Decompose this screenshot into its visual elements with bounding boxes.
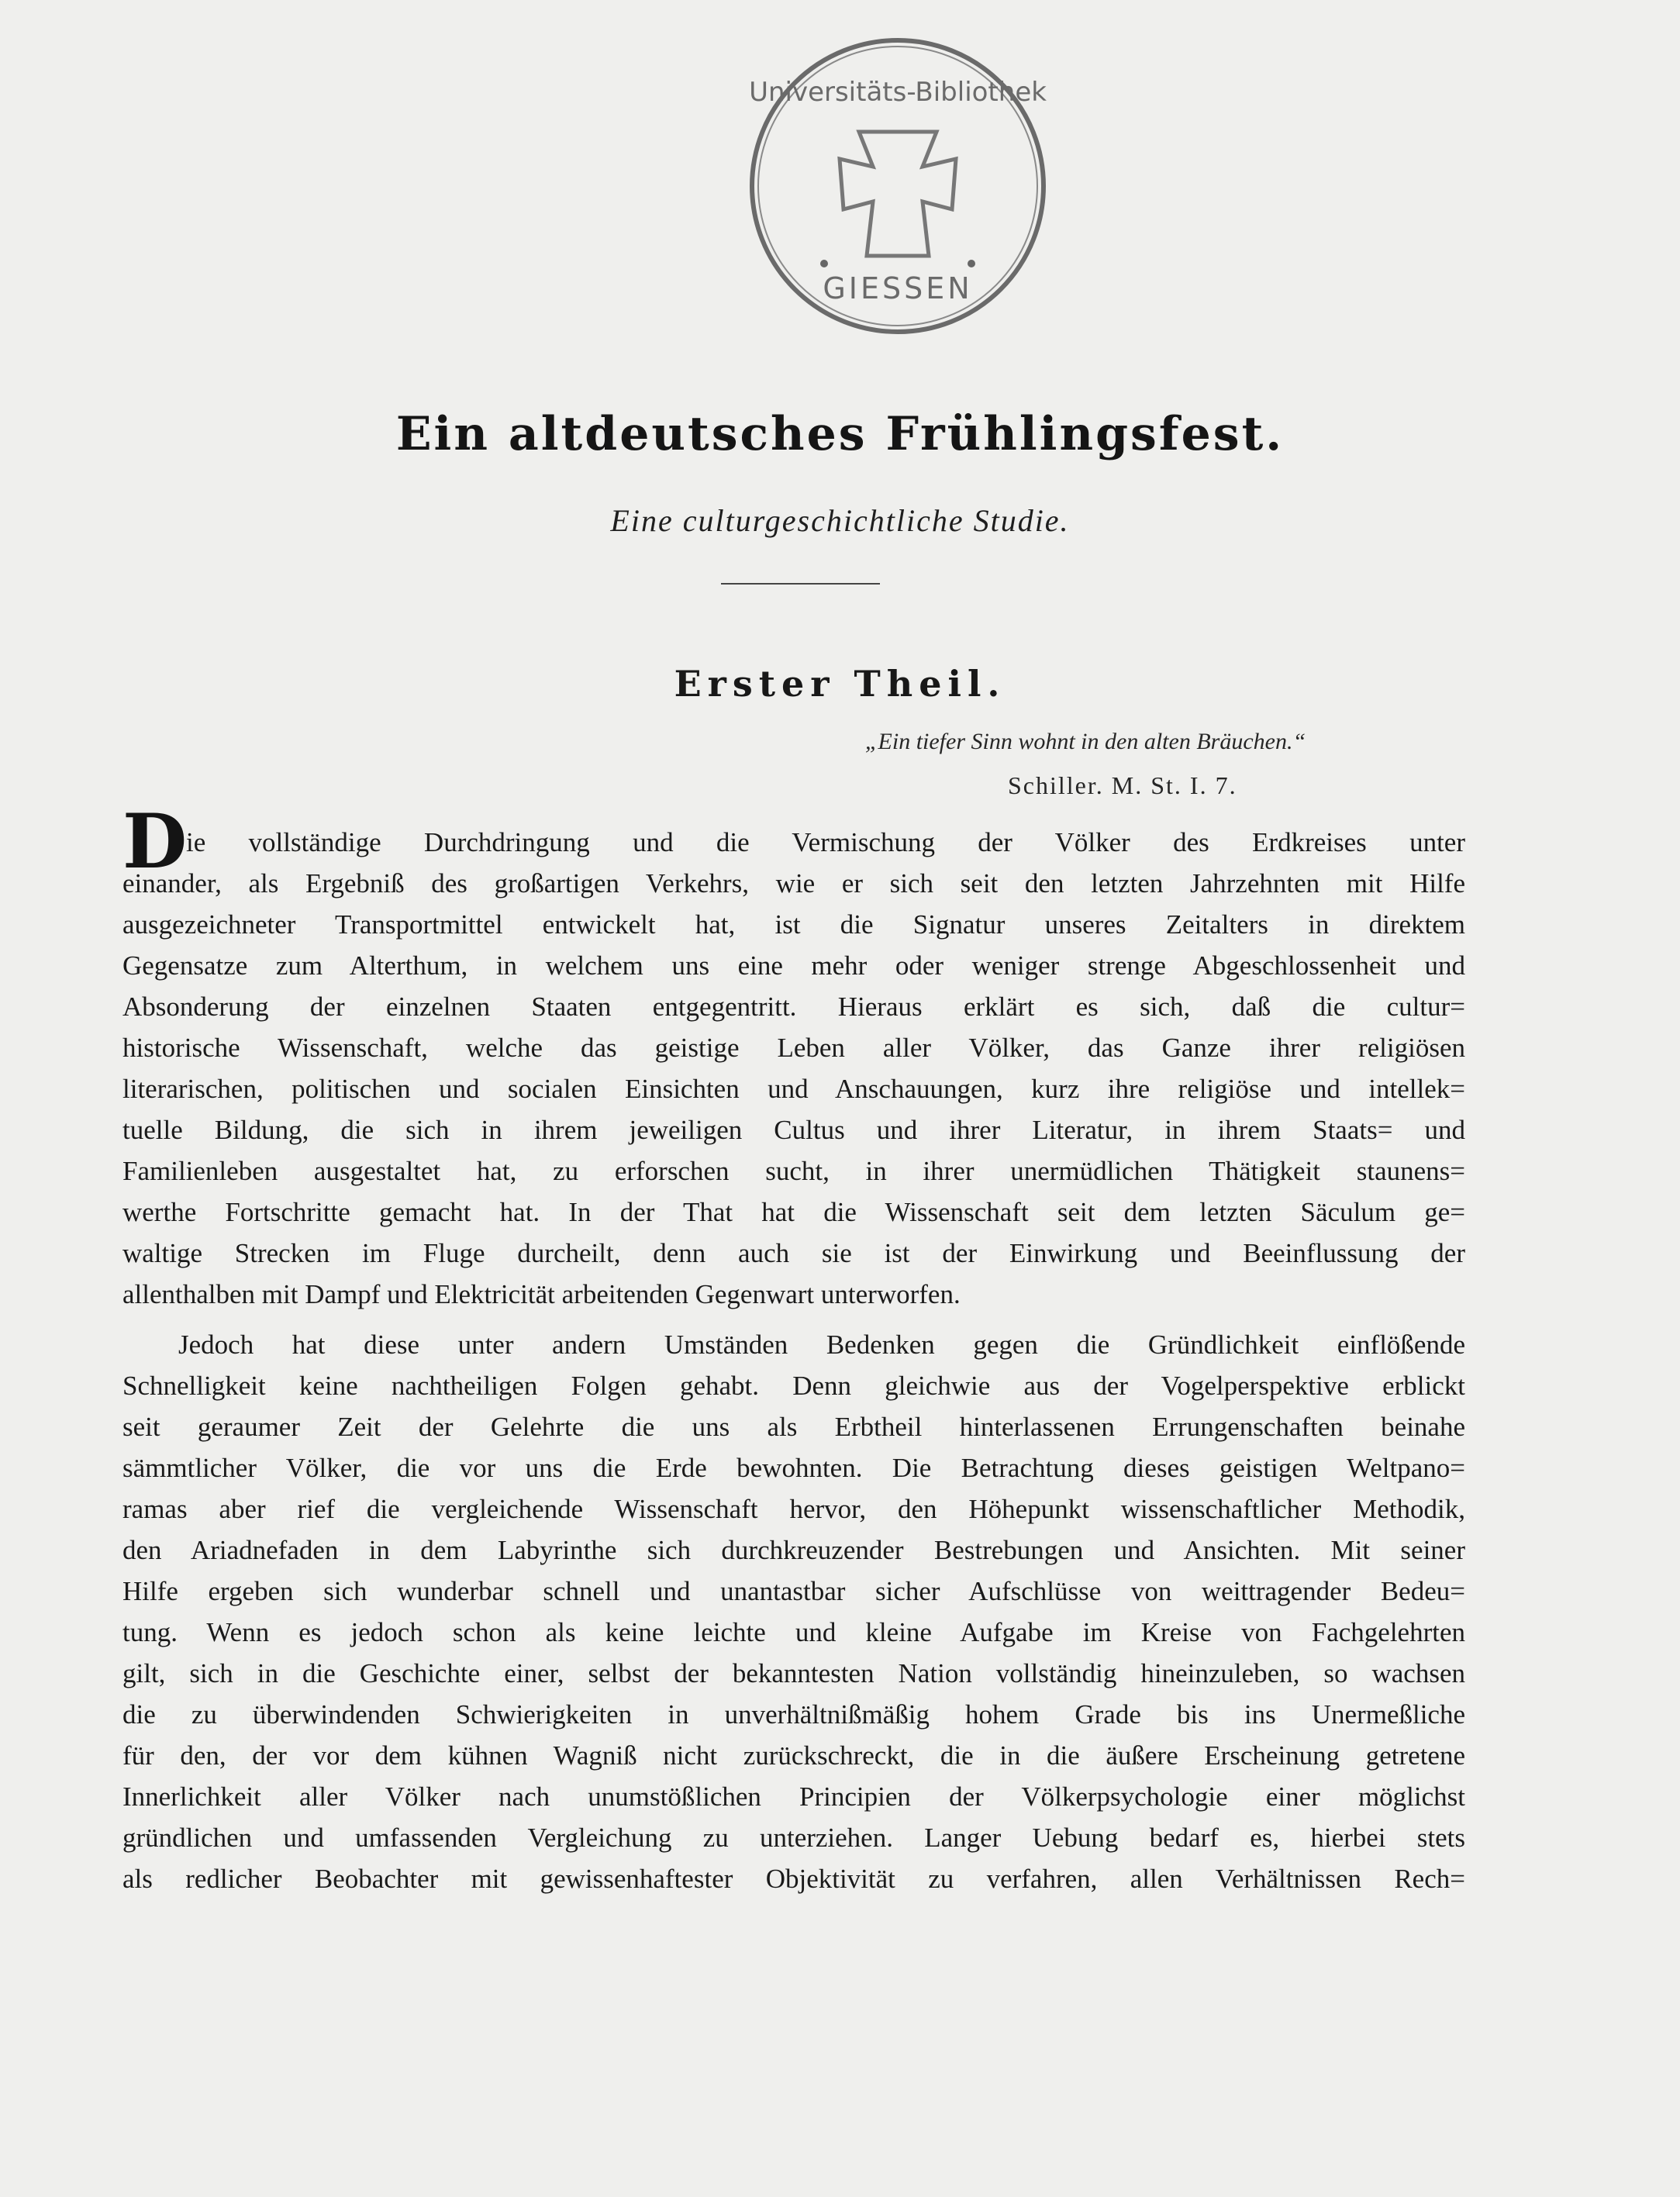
text-line: den Ariadnefaden in dem Labyrinthe sich durchkreuzender Bestrebungen und Ansichten. Mit seiner (122, 1535, 1465, 1565)
page-title: Ein altdeutsches Frühlingsfest. (395, 407, 1285, 461)
text-line: ausgezeichneter Transportmittel entwickelt hat, ist die Signatur unseres Zeitalters in direktem (122, 909, 1465, 940)
svg-text:GIESSEN: GIESSEN (823, 271, 973, 305)
text-line: waltige Strecken im Fluge durcheilt, denn auch sie ist der Einwirkung und Beeinflussung der (122, 1238, 1465, 1268)
text-line: Innerlichkeit aller Völker nach unumstößlichen Principien der Völkerpsychologie einer möglichst (122, 1781, 1465, 1812)
text-line: tuelle Bildung, die sich in ihrem jeweiligen Cultus und ihrer Literatur, in ihrem Staats= und (122, 1115, 1465, 1145)
subtitle: Eine culturgeschichtliche Studie. (610, 503, 1070, 538)
epigraph-attribution: Schiller. M. St. I. 7. (1008, 771, 1237, 799)
text-line: literarischen, politischen und socialen Einsichten und Anschauungen, kurz ihre religiöse und intellek= (122, 1074, 1465, 1104)
text-line: Jedoch hat diese unter andern Umständen Bedenken gegen die Gründlichkeit einflößende (178, 1330, 1465, 1360)
text-line: seit geraumer Zeit der Gelehrte die uns als Erbtheil hinterlassenen Errungenschaften beinahe (122, 1412, 1465, 1442)
stamp-text: Universitäts-Bibliothek (749, 77, 1047, 108)
text-line: für den, der vor dem kühnen Wagniß nicht zurückschreckt, die in die äußere Erscheinung getretene (122, 1740, 1465, 1771)
divider-rule (721, 583, 880, 585)
text-line: einander, als Ergebniß des großartigen Verkehrs, wie er sich seit den letzten Jahrzehnten mit Hilfe (122, 868, 1465, 898)
text-line: als redlicher Beobachter mit gewissenhaftester Objektivität zu verfahren, allen Verhältnissen Rech= (122, 1864, 1465, 1894)
text-line: Schnelligkeit keine nachtheiligen Folgen gehabt. Denn gleichwie aus der Vogelperspektive erblickt (122, 1371, 1465, 1401)
text-line: gründlichen und umfassenden Vergleichung zu unterziehen. Langer Uebung bedarf es, hierbei stets (122, 1823, 1465, 1853)
drop-cap: D (122, 798, 188, 885)
part-heading: Erster Theil. (674, 663, 1006, 705)
text-line: Hilfe ergeben sich wunderbar schnell und unantastbar sicher Aufschlüsse von weittragender Bedeu= (122, 1576, 1465, 1606)
text-line: allenthalben mit Dampf und Elektricität arbeitenden Gegenwart unterworfen. (122, 1279, 961, 1309)
text-line: historische Wissenschaft, welche das geistige Leben aller Völker, das Ganze ihrer religiösen (122, 1033, 1465, 1063)
text-line: werthe Fortschritte gemacht hat. In der That hat die Wissenschaft seit dem letzten Säculum ge= (122, 1197, 1465, 1227)
text-line: ramas aber rief die vergleichende Wissenschaft hervor, den Höhepunkt wissenschaftlicher Methodik, (122, 1494, 1465, 1524)
text-line: gilt, sich in die Geschichte einer, selbst der bekanntesten Nation vollständig hineinzuleben, so wachsen (122, 1658, 1465, 1688)
text-line: tung. Wenn es jedoch schon als keine leichte und kleine Aufgabe im Kreise von Fachgelehrten (122, 1617, 1465, 1647)
text-line: sämmtlicher Völker, die vor uns die Erde bewohnten. Die Betrachtung dieses geistigen Weltpano= (122, 1453, 1465, 1483)
library-stamp (743, 31, 1053, 341)
epigraph-quote: „Ein tiefer Sinn wohnt in den alten Bräuchen.“ (864, 729, 1306, 754)
text-line: ie vollständige Durchdringung und die Vermischung der Völker des Erdkreises unter (186, 827, 1465, 857)
text-line: Familienleben ausgestaltet hat, zu erforschen sucht, in ihrer unermüdlichen Thätigkeit staunens= (122, 1156, 1465, 1186)
text-line: Absonderung der einzelnen Staaten entgegentritt. Hieraus erklärt es sich, daß die cultur= (122, 992, 1465, 1022)
cross-emblem (840, 132, 956, 256)
text-line: die zu überwindenden Schwierigkeiten in unverhältnißmäßig hohem Grade bis ins Unermeßliche (122, 1699, 1465, 1730)
text-line: Gegensatze zum Alterthum, in welchem uns eine mehr oder weniger strenge Abgeschlossenheit und (122, 950, 1465, 981)
